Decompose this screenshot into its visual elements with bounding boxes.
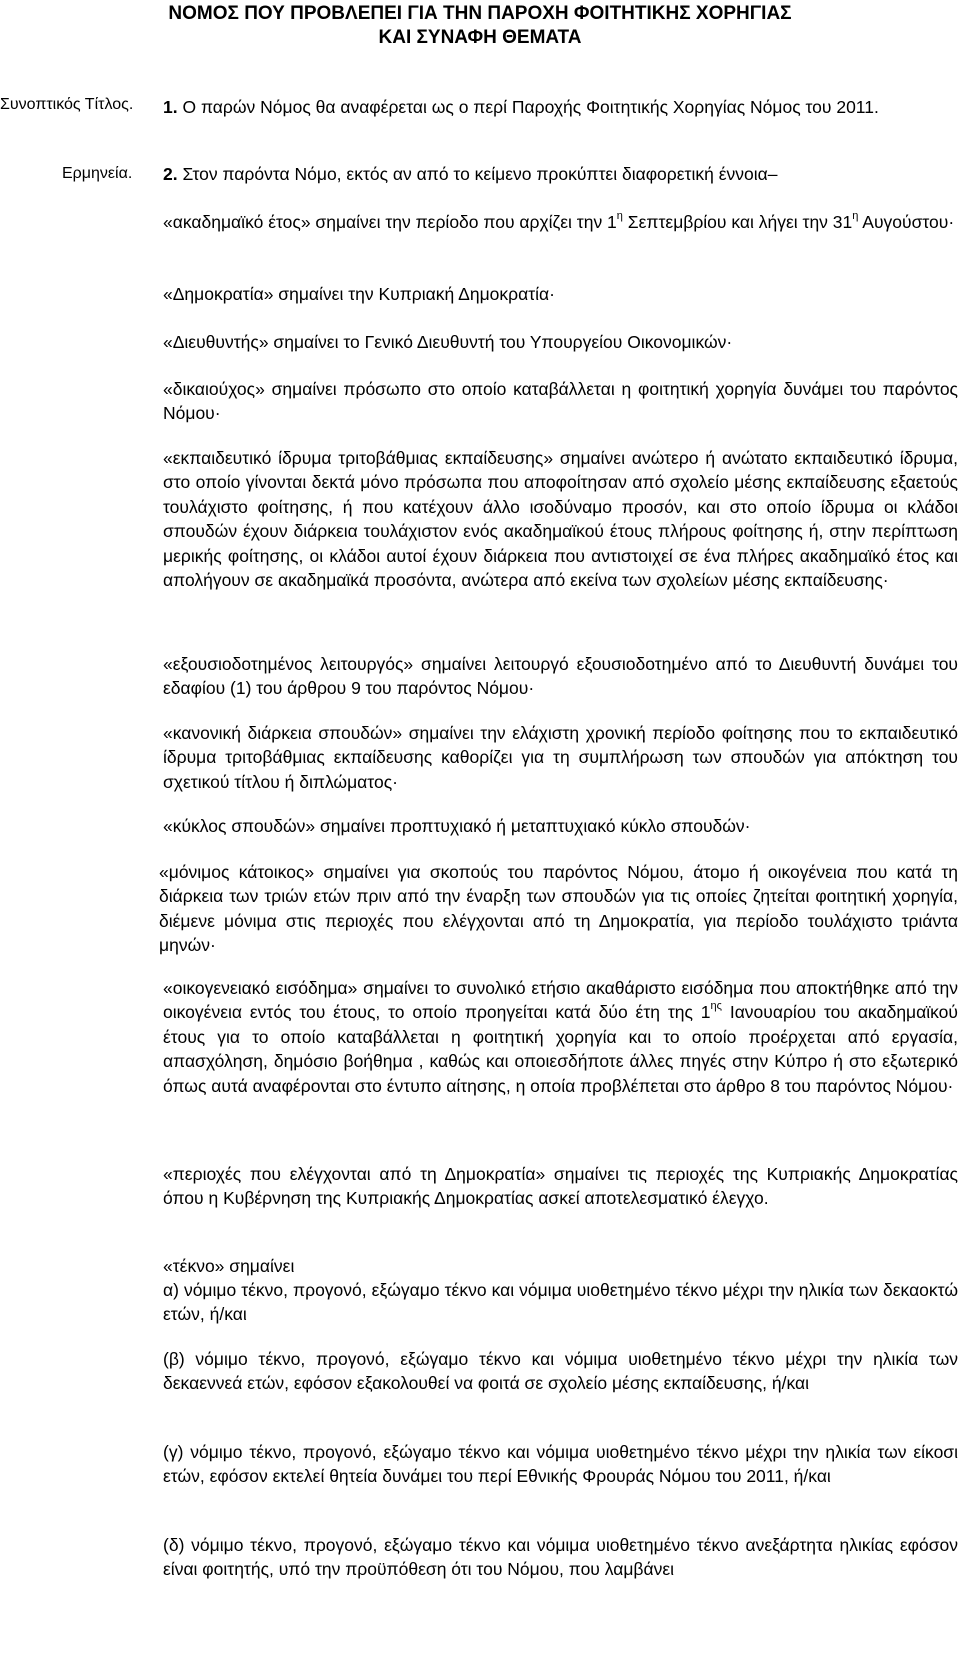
definition-child-c: (γ) νόμιμο τέκνο, προγονό, εξώγαμο τέκνο και νόμιμα υιοθετημένο τέκνο μέχρι την ηλικία των είκοσι ετών, εφόσον εκτελεί θητεία δυνάμει του περί Εθνικής Φρουράς Νόμου του 2011, ή/και [163,1442,958,1487]
definition-text: «ακαδημαϊκό έτος» σημαίνει την περίοδο που αρχίζει την 1 [163,212,617,232]
title-line-2: ΚΑΙ ΣΥΝΑΦΗ ΘΕΜΑΤΑ [378,27,582,48]
title-line-1: ΝΟΜΟΣ ΠΟΥ ΠΡΟΒΛΕΠΕΙ ΓΙΑ ΤΗΝ ΠΑΡΟΧΗ ΦΟΙΤΗΤΙΚΗΣ ΧΟΡΗΓΙΑΣ [168,3,792,24]
definition-text: Σεπτεμβρίου και λήγει την 31 [622,212,853,232]
document-title [0,2,960,50]
definition-text: Αυγούστου· [858,212,955,232]
margin-note-short-title: Συνοπτικός Τίτλος. [0,96,134,113]
definition-child-intro: «τέκνο» σημαίνει [163,1256,295,1276]
ordinal-superscript: ης [710,1000,722,1013]
section-1-number: 1. [163,97,178,117]
section-1 [163,95,958,119]
definition-child-a: α) νόμιμο τέκνο, προγονό, εξώγαμο τέκνο και νόμιμα υιοθετημένο τέκνο μέχρι την ηλικία των δεκαοκτώ ετών, ή/και [163,1280,958,1325]
section-2-intro-text: Στον παρόντα Νόμο, εκτός αν από το κείμενο προκύπτει διαφορετική έννοια– [182,164,778,184]
definition-child-d: (δ) νόμιμο τέκνο, προγονό, εξώγαμο τέκνο και νόμιμα υιοθετημένο τέκνο ανεξάρτητα ηλικίας εφόσον είναι φοιτητής, υπό την προϋπόθεση ότι του Νόμου, που λαμβάνει [163,1535,958,1580]
section-2-intro [163,162,958,186]
definition-director: «Διευθυντής» σημαίνει το Γενικό Διευθυντή του Υπουργείου Οικονομικών· [163,332,733,352]
definition-republic: «Δημοκρατία» σημαίνει την Κυπριακή Δημοκρατία· [163,284,555,304]
definition-beneficiary: «δικαιούχος» σημαίνει πρόσωπο στο οποίο καταβάλλεται η φοιτητική χορηγία δυνάμει του παρόντος Νόμου· [163,379,958,424]
margin-note-interpretation: Ερμηνεία. [62,165,133,182]
definition-child-b: (β) νόμιμο τέκνο, προγονό, εξώγαμο τέκνο και νόμιμα υιοθετημένο τέκνο μέχρι την ηλικία των δεκαεννεά ετών, εφόσον εξακολουθεί να φοιτά σε σχολείο μέσης εκπαίδευσης, ή/και [163,1349,958,1394]
ordinal-superscript: η [616,210,623,222]
ordinal-superscript: η [852,210,859,222]
section-2-number: 2. [163,164,178,184]
definition-permanent-resident: «μόνιμος κάτοικος» σημαίνει για σκοπούς του παρόντος Νόμου, άτομο ή οικογένεια που κατά τη διάρκεια των τριών ετών πριν από την έναρξη των σπουδών για τις οποίες ζητείται φοιτητική χορηγία, διέμενε μόνιμα στις περιοχές που ελέγχονται από τη Δημοκρατία, για περίοδο τουλάχιστο τριάντα μηνών· [159,862,958,956]
definition-text: «οικογενειακό εισόδημα» σημαίνει το συνολικό ετήσιο ακαθάριστο εισόδημα που αποκτήθηκε από την οικογένεια εντός του έτους, το οποίο προηγείται κατά δύο έτη της 1 [163,978,958,1023]
definition-authorized-officer: «εξουσιοδοτημένος λειτουργός» σημαίνει λειτουργό εξουσιοδοτημένο από το Διευθυντή δυνάμει του εδαφίου (1) του άρθρου 9 του παρόντος Νόμου· [163,654,958,699]
section-1-text: Ο παρών Νόμος θα αναφέρεται ως ο περί Παροχής Φοιτητικής Χορηγίας Νόμος του 2011. [182,97,879,117]
definition-study-cycle: «κύκλος σπουδών» σημαίνει προπτυχιακό ή μεταπτυχιακό κύκλο σπουδών· [163,816,751,836]
definition-text: Ιανουαρίου του ακαδημαϊκού έτους για το οποίο καταβάλλεται η φοιτητική χορηγία και το οποίο προέρχεται από εργασία, απασχόληση, δημόσιο βοήθημα , καθώς και οποιεσδήποτε άλλες πηγές στην Κύπρο ή στο εξωτερικό όπως αυτά αναφέρονται στο έντυπο αίτησης, η οποία προβλέπεται στο άρθρο 8 του παρόντος Νόμου· [163,1002,958,1096]
definition-normal-duration: «κανονική διάρκεια σπουδών» σημαίνει την ελάχιστη χρονική περίοδο φοίτησης που το εκπαιδευτικό ίδρυμα τριτοβάθμιας εκπαίδευσης καθορίζει για τη συμπλήρωση των σπουδών για απόκτηση του σχετικού τίτλου ή διπλώματος· [163,723,958,792]
definition-controlled-areas: «περιοχές που ελέγχονται από τη Δημοκρατία» σημαίνει τις περιοχές της Κυπριακής Δημοκρατίας όπου η Κυβέρνηση της Κυπριακής Δημοκρατίας ασκεί αποτελεσματικό έλεγχο. [163,1164,958,1209]
definition-academic-year [163,210,958,234]
definition-family-income [163,976,958,1098]
definition-institution: «εκπαιδευτικό ίδρυμα τριτοβάθμιας εκπαίδευσης» σημαίνει ανώτερο ή ανώτατο εκπαιδευτικό ίδρυμα, στο οποίο γίνονται δεκτά μόνο πρόσωπα που αποφοίτησαν από σχολείο μέσης εκπαίδευσης εξαετούς τουλάχιστο φοίτησης, ή που κατέχουν άλλο ισοδύναμο προσόν, και στο οποίο ίδρυμα οι κλάδοι σπουδών έχουν διάρκεια τουλάχιστον ενός ακαδημαϊκού έτους πλήρους φοίτησης ή, στην περίπτωση μερικής φοίτησης, οι κλάδοι αυτοί έχουν διάρκεια που αντιστοιχεί σε ένα πλήρες ακαδημαϊκό έτος και απολήγουν σε ακαδημαϊκά προσόντα, ανώτερα από εκείνα των σχολείων μέσης εκπαίδευσης· [163,448,958,591]
